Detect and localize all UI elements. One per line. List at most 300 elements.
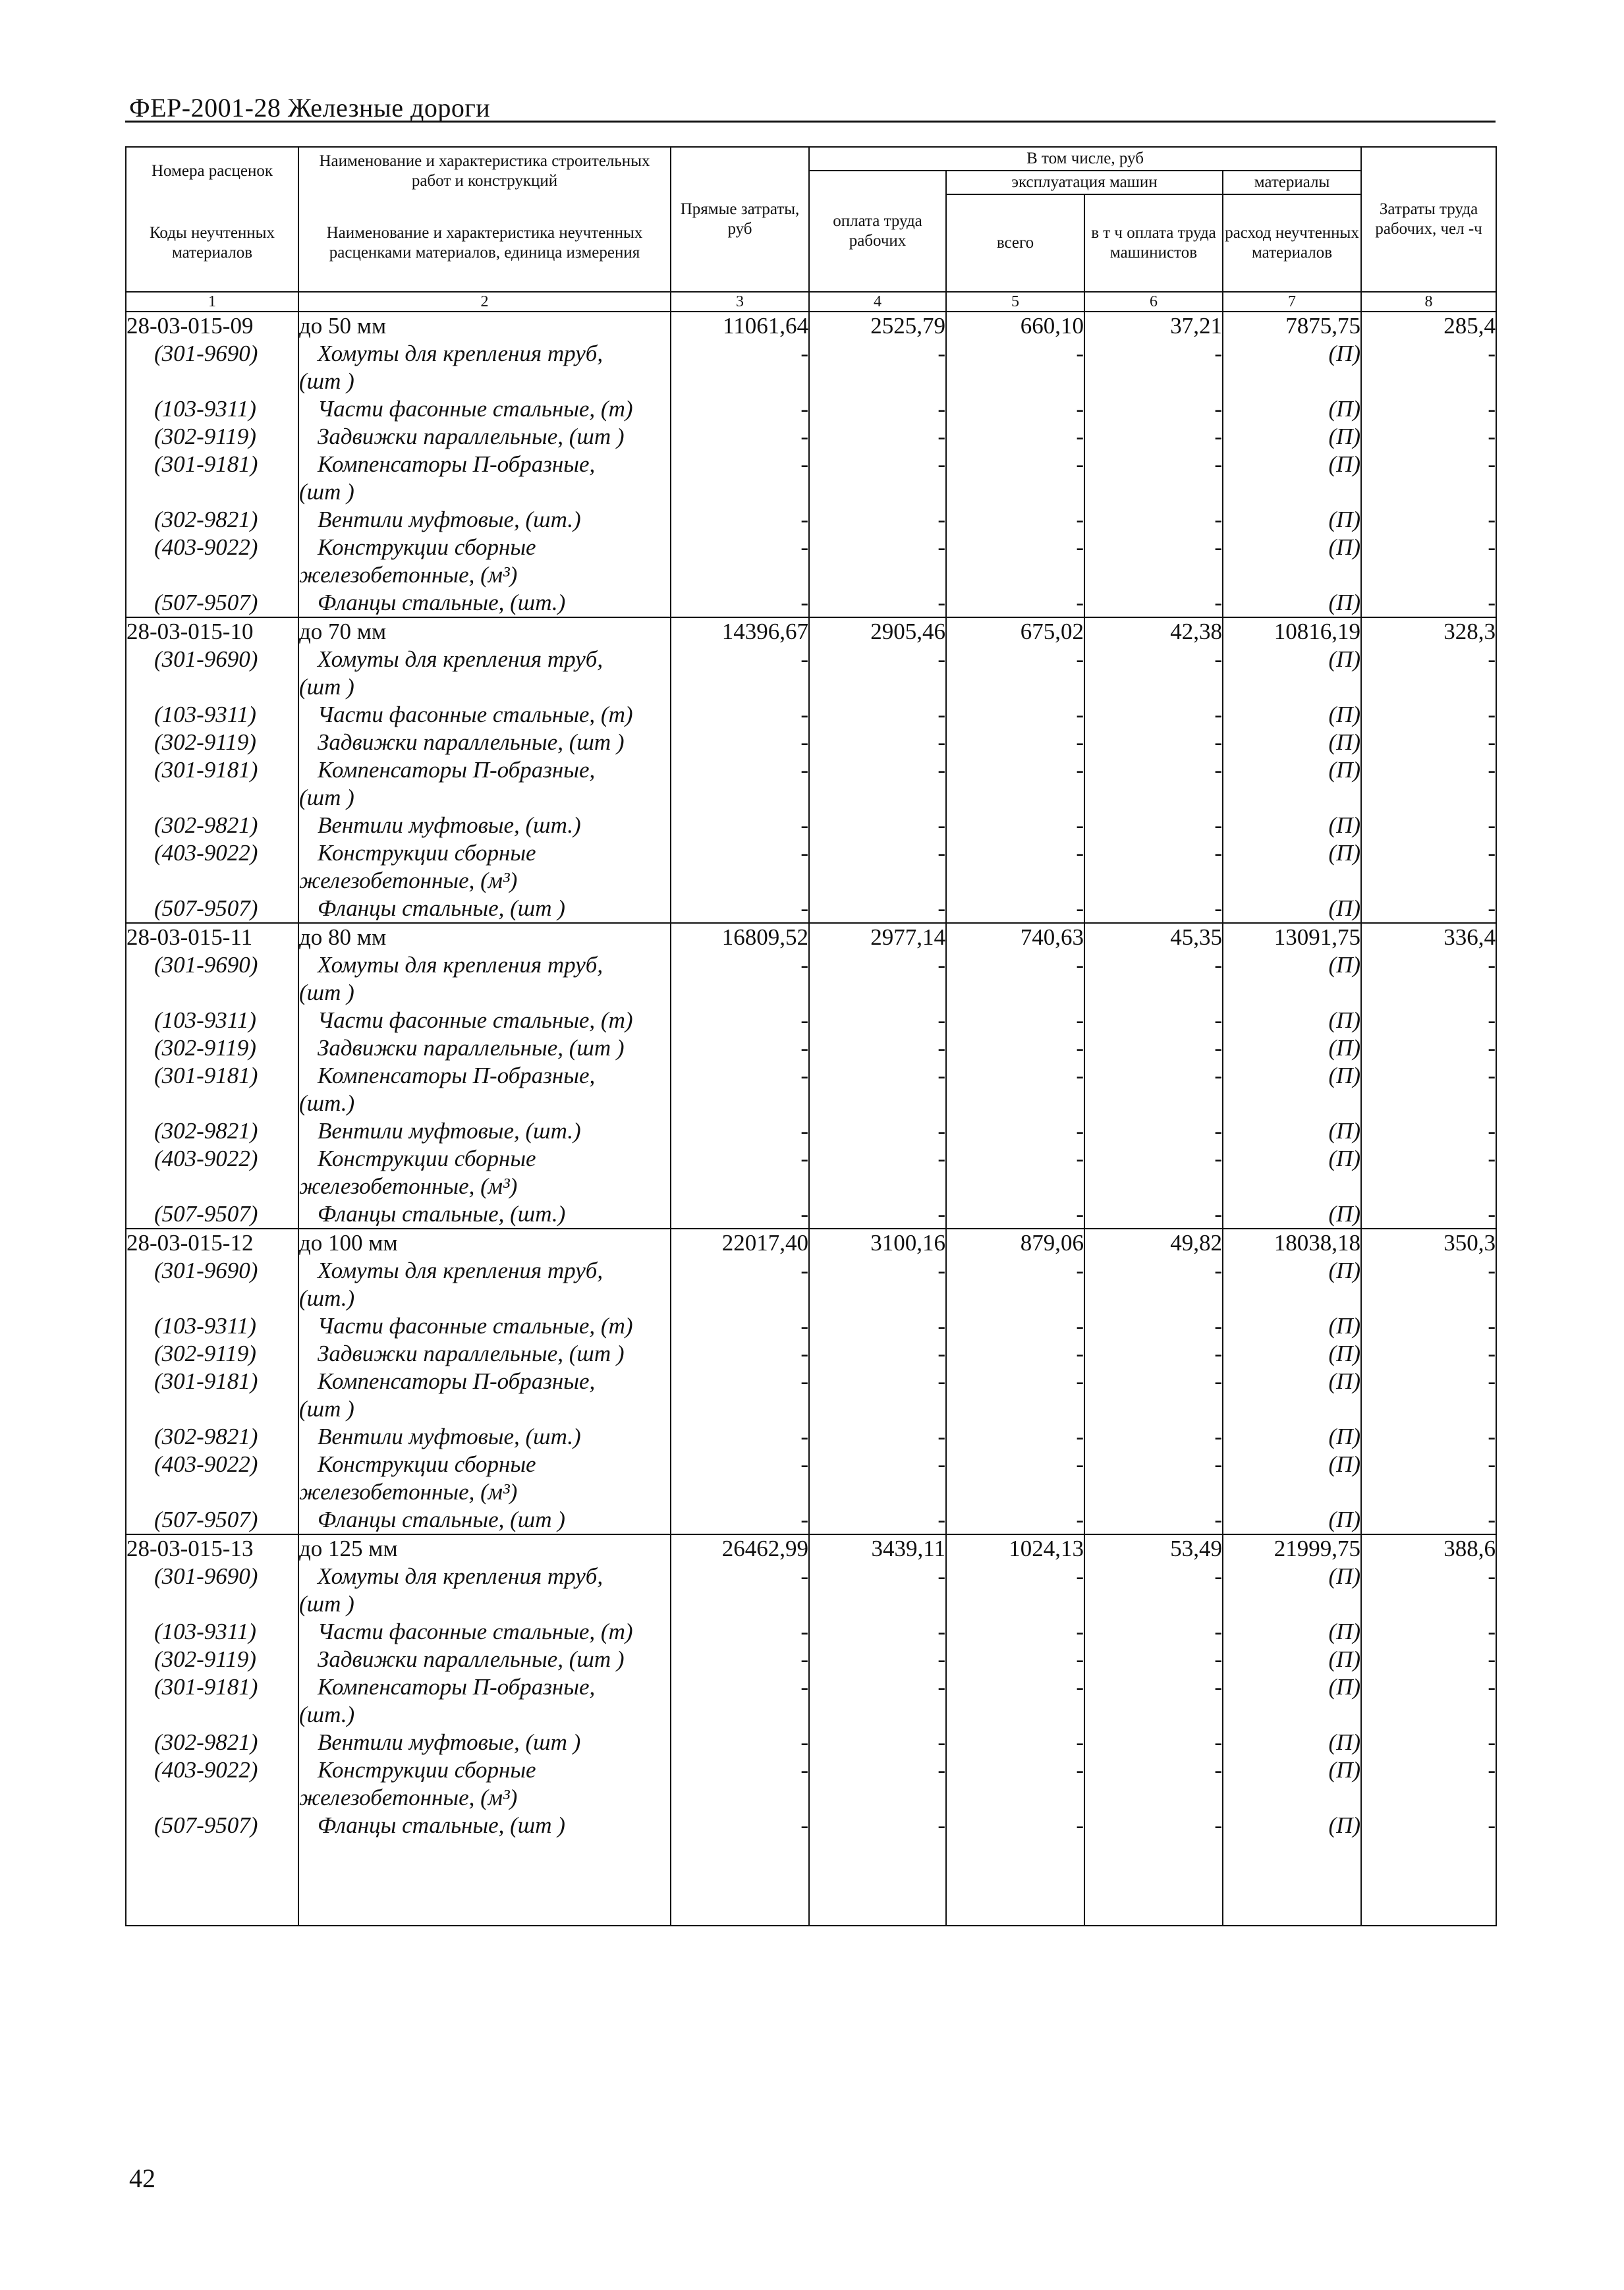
material-name-line: Вентили муфтовые, (шт.) bbox=[318, 1424, 581, 1449]
materials-value: (П) bbox=[1223, 1200, 1361, 1229]
materials-value: (П) bbox=[1223, 1034, 1361, 1062]
direct-costs-value: - bbox=[671, 423, 809, 451]
material-name bbox=[298, 423, 671, 451]
column-number: 4 bbox=[809, 292, 946, 312]
rate-name: до 70 мм bbox=[298, 617, 671, 646]
operators-pay-value: - bbox=[1084, 1812, 1223, 1839]
operators-pay-value: - bbox=[1084, 451, 1223, 506]
material-row bbox=[126, 1117, 1496, 1145]
material-code: (403-9022) bbox=[126, 839, 298, 895]
workers-pay-value: - bbox=[809, 1563, 946, 1618]
material-code: (103-9311) bbox=[126, 1007, 298, 1034]
labor-hours-value: - bbox=[1361, 1423, 1496, 1451]
material-code: (301-9690) bbox=[126, 646, 298, 701]
operators-pay-value: - bbox=[1084, 1312, 1223, 1340]
material-name-line: Части фасонные стальные, (т) bbox=[318, 702, 633, 727]
workers-pay-value: - bbox=[809, 1729, 946, 1756]
operators-pay-value: - bbox=[1084, 1368, 1223, 1423]
rate-row bbox=[126, 617, 1496, 646]
materials-value: 7875,75 bbox=[1223, 312, 1361, 340]
workers-pay-value: 2977,14 bbox=[809, 923, 946, 951]
material-name-line: Вентили муфтовые, (шт.) bbox=[318, 507, 581, 532]
materials-value: (П) bbox=[1223, 589, 1361, 617]
header-material-codes: Коды неучтенных материалов bbox=[126, 194, 298, 292]
machines-total-value: - bbox=[946, 1618, 1084, 1646]
machines-total-value: - bbox=[946, 1145, 1084, 1200]
material-row bbox=[126, 451, 1496, 506]
header-materials: материалы bbox=[1223, 171, 1361, 194]
material-name-line: Хомуты для крепления труб, bbox=[318, 1258, 603, 1283]
materials-value: (П) bbox=[1223, 1368, 1361, 1423]
machines-total-value: - bbox=[946, 1506, 1084, 1534]
material-row bbox=[126, 646, 1496, 701]
labor-hours-value: - bbox=[1361, 1200, 1496, 1229]
material-name bbox=[298, 451, 671, 506]
labor-hours-value: - bbox=[1361, 395, 1496, 423]
material-code: (302-9119) bbox=[126, 1646, 298, 1673]
material-unit-line: железобетонные, (м³) bbox=[299, 1479, 518, 1505]
direct-costs-value: - bbox=[671, 729, 809, 756]
labor-hours-value: 350,3 bbox=[1361, 1229, 1496, 1257]
operators-pay-value: - bbox=[1084, 812, 1223, 839]
header-workers-pay: оплата труда рабочих bbox=[809, 171, 946, 292]
empty-cell bbox=[298, 1839, 671, 1926]
material-code: (103-9311) bbox=[126, 395, 298, 423]
operators-pay-value: - bbox=[1084, 1673, 1223, 1729]
direct-costs-value: - bbox=[671, 701, 809, 729]
material-name-line: Задвижки параллельные, (шт ) bbox=[318, 424, 625, 449]
materials-value: (П) bbox=[1223, 1673, 1361, 1729]
column-numbers-row bbox=[126, 292, 1496, 312]
workers-pay-value: - bbox=[809, 340, 946, 395]
material-row bbox=[126, 589, 1496, 617]
material-name bbox=[298, 1563, 671, 1618]
materials-value: 21999,75 bbox=[1223, 1534, 1361, 1563]
material-name-line: Фланцы стальные, (шт.) bbox=[318, 590, 566, 615]
table-filler-row bbox=[126, 1839, 1496, 1926]
material-name-line: Части фасонные стальные, (т) bbox=[318, 396, 633, 422]
machines-total-value: - bbox=[946, 895, 1084, 923]
material-code: (403-9022) bbox=[126, 1145, 298, 1200]
machines-total-value: - bbox=[946, 395, 1084, 423]
material-name bbox=[298, 1729, 671, 1756]
material-name bbox=[298, 1618, 671, 1646]
material-row bbox=[126, 756, 1496, 812]
machines-total-value: - bbox=[946, 534, 1084, 589]
material-row bbox=[126, 1062, 1496, 1117]
direct-costs-value: 16809,52 bbox=[671, 923, 809, 951]
estimate-table bbox=[125, 146, 1497, 1926]
direct-costs-value: - bbox=[671, 1117, 809, 1145]
material-unit-line: (шт.) bbox=[299, 1285, 355, 1311]
workers-pay-value: - bbox=[809, 1257, 946, 1312]
column-number: 8 bbox=[1361, 292, 1496, 312]
header-unaccounted-materials: расход неучтенных материалов bbox=[1223, 194, 1361, 292]
empty-cell bbox=[1084, 1839, 1223, 1926]
labor-hours-value: - bbox=[1361, 1145, 1496, 1200]
direct-costs-value: - bbox=[671, 1007, 809, 1034]
rate-name: до 80 мм bbox=[298, 923, 671, 951]
labor-hours-value: - bbox=[1361, 895, 1496, 923]
material-unit-line: (шт ) bbox=[299, 1591, 354, 1617]
labor-hours-value: - bbox=[1361, 1506, 1496, 1534]
materials-value: (П) bbox=[1223, 812, 1361, 839]
materials-value: (П) bbox=[1223, 729, 1361, 756]
workers-pay-value: - bbox=[809, 1646, 946, 1673]
materials-value: (П) bbox=[1223, 1340, 1361, 1368]
material-code: (301-9690) bbox=[126, 1257, 298, 1312]
table-body bbox=[126, 312, 1496, 1926]
material-code: (302-9119) bbox=[126, 423, 298, 451]
direct-costs-value: - bbox=[671, 451, 809, 506]
material-name-line: Хомуты для крепления труб, bbox=[318, 1563, 603, 1589]
direct-costs-value: - bbox=[671, 589, 809, 617]
material-code: (103-9311) bbox=[126, 701, 298, 729]
material-code: (302-9119) bbox=[126, 1034, 298, 1062]
direct-costs-value: - bbox=[671, 1034, 809, 1062]
direct-costs-value: - bbox=[671, 1618, 809, 1646]
machines-total-value: - bbox=[946, 839, 1084, 895]
material-code: (302-9119) bbox=[126, 729, 298, 756]
material-name bbox=[298, 1812, 671, 1839]
workers-pay-value: - bbox=[809, 756, 946, 812]
operators-pay-value: - bbox=[1084, 839, 1223, 895]
workers-pay-value: - bbox=[809, 1618, 946, 1646]
materials-value: 13091,75 bbox=[1223, 923, 1361, 951]
direct-costs-value: - bbox=[671, 812, 809, 839]
workers-pay-value: - bbox=[809, 534, 946, 589]
material-unit-line: (шт ) bbox=[299, 479, 354, 505]
material-row bbox=[126, 1340, 1496, 1368]
direct-costs-value: - bbox=[671, 1145, 809, 1200]
direct-costs-value: - bbox=[671, 646, 809, 701]
rate-row bbox=[126, 923, 1496, 951]
direct-costs-value: - bbox=[671, 756, 809, 812]
material-row bbox=[126, 1451, 1496, 1506]
materials-value: (П) bbox=[1223, 756, 1361, 812]
header-machine-operation: эксплуатация машин bbox=[946, 171, 1223, 194]
direct-costs-value: - bbox=[671, 895, 809, 923]
machines-total-value: - bbox=[946, 1563, 1084, 1618]
title-underline bbox=[125, 121, 1496, 123]
empty-cell bbox=[1361, 1839, 1496, 1926]
rate-name: до 50 мм bbox=[298, 312, 671, 340]
material-name-line: Конструкции сборные bbox=[318, 1451, 536, 1477]
material-code: (507-9507) bbox=[126, 589, 298, 617]
material-name bbox=[298, 1312, 671, 1340]
header-operators-pay: в т ч оплата труда машинистов bbox=[1084, 194, 1223, 292]
material-row bbox=[126, 1646, 1496, 1673]
labor-hours-value: - bbox=[1361, 812, 1496, 839]
material-code: (507-9507) bbox=[126, 895, 298, 923]
labor-hours-value: - bbox=[1361, 1756, 1496, 1812]
operators-pay-value: - bbox=[1084, 589, 1223, 617]
material-row bbox=[126, 340, 1496, 395]
labor-hours-value: 328,3 bbox=[1361, 617, 1496, 646]
workers-pay-value: 2525,79 bbox=[809, 312, 946, 340]
labor-hours-value: - bbox=[1361, 729, 1496, 756]
labor-hours-value: - bbox=[1361, 1729, 1496, 1756]
material-name bbox=[298, 506, 671, 534]
material-unit-line: (шт ) bbox=[299, 980, 354, 1005]
operators-pay-value: - bbox=[1084, 1007, 1223, 1034]
operators-pay-value: - bbox=[1084, 1506, 1223, 1534]
machines-total-value: - bbox=[946, 1007, 1084, 1034]
workers-pay-value: - bbox=[809, 395, 946, 423]
empty-cell bbox=[1223, 1839, 1361, 1926]
rate-row bbox=[126, 1229, 1496, 1257]
header-material-description: Наименование и характеристика неучтенных расценками материалов, единица измерения bbox=[298, 194, 671, 292]
labor-hours-value: - bbox=[1361, 1257, 1496, 1312]
material-name-line: Фланцы стальные, (шт ) bbox=[318, 1812, 565, 1838]
machines-total-value: - bbox=[946, 1451, 1084, 1506]
machines-total-value: - bbox=[946, 951, 1084, 1007]
material-name bbox=[298, 1007, 671, 1034]
material-code: (301-9690) bbox=[126, 1563, 298, 1618]
material-name bbox=[298, 1451, 671, 1506]
material-name-line: Фланцы стальные, (шт.) bbox=[318, 1201, 566, 1227]
operators-pay-value: - bbox=[1084, 1756, 1223, 1812]
materials-value: (П) bbox=[1223, 506, 1361, 534]
material-code: (507-9507) bbox=[126, 1812, 298, 1839]
workers-pay-value: - bbox=[809, 1368, 946, 1423]
material-unit-line: (шт ) bbox=[299, 785, 354, 810]
material-unit-line: железобетонные, (м³) bbox=[299, 1173, 518, 1199]
machines-total-value: - bbox=[946, 1117, 1084, 1145]
material-name-line: Вентили муфтовые, (шт.) bbox=[318, 1118, 581, 1144]
material-row bbox=[126, 951, 1496, 1007]
material-name bbox=[298, 395, 671, 423]
material-name bbox=[298, 1646, 671, 1673]
direct-costs-value: - bbox=[671, 1563, 809, 1618]
material-unit-line: (шт ) bbox=[299, 1396, 354, 1422]
workers-pay-value: - bbox=[809, 1756, 946, 1812]
operators-pay-value: - bbox=[1084, 1423, 1223, 1451]
material-unit-line: (шт ) bbox=[299, 674, 354, 700]
direct-costs-value: - bbox=[671, 951, 809, 1007]
machines-total-value: - bbox=[946, 729, 1084, 756]
operators-pay-value: - bbox=[1084, 1618, 1223, 1646]
operators-pay-value: - bbox=[1084, 701, 1223, 729]
machines-total-value: - bbox=[946, 1673, 1084, 1729]
direct-costs-value: 11061,64 bbox=[671, 312, 809, 340]
machines-total-value: 740,63 bbox=[946, 923, 1084, 951]
material-row bbox=[126, 534, 1496, 589]
material-row bbox=[126, 1812, 1496, 1839]
material-row bbox=[126, 395, 1496, 423]
workers-pay-value: - bbox=[809, 1145, 946, 1200]
material-name-line: Задвижки параллельные, (шт ) bbox=[318, 1035, 625, 1061]
rate-code: 28-03-015-09 bbox=[126, 312, 298, 340]
machines-total-value: - bbox=[946, 1646, 1084, 1673]
direct-costs-value: - bbox=[671, 1646, 809, 1673]
workers-pay-value: - bbox=[809, 1506, 946, 1534]
header-including-rub: В том числе, руб bbox=[809, 147, 1361, 171]
operators-pay-value: 45,35 bbox=[1084, 923, 1223, 951]
material-name-line: Фланцы стальные, (шт ) bbox=[318, 895, 565, 921]
material-row bbox=[126, 1729, 1496, 1756]
workers-pay-value: - bbox=[809, 951, 946, 1007]
material-name-line: Компенсаторы П-образные, bbox=[318, 1368, 596, 1394]
material-name bbox=[298, 1145, 671, 1200]
direct-costs-value: - bbox=[671, 1506, 809, 1534]
direct-costs-value: - bbox=[671, 839, 809, 895]
header-machines-total: всего bbox=[946, 194, 1084, 292]
direct-costs-value: - bbox=[671, 1062, 809, 1117]
materials-value: 18038,18 bbox=[1223, 1229, 1361, 1257]
empty-cell bbox=[809, 1839, 946, 1926]
labor-hours-value: - bbox=[1361, 1563, 1496, 1618]
materials-value: (П) bbox=[1223, 701, 1361, 729]
workers-pay-value: 2905,46 bbox=[809, 617, 946, 646]
direct-costs-value: - bbox=[671, 395, 809, 423]
material-name bbox=[298, 729, 671, 756]
machines-total-value: - bbox=[946, 1062, 1084, 1117]
materials-value: (П) bbox=[1223, 1312, 1361, 1340]
material-name bbox=[298, 1423, 671, 1451]
workers-pay-value: - bbox=[809, 1451, 946, 1506]
direct-costs-value: - bbox=[671, 506, 809, 534]
materials-value: (П) bbox=[1223, 1117, 1361, 1145]
direct-costs-value: - bbox=[671, 534, 809, 589]
labor-hours-value: - bbox=[1361, 1673, 1496, 1729]
material-row bbox=[126, 839, 1496, 895]
workers-pay-value: - bbox=[809, 895, 946, 923]
labor-hours-value: - bbox=[1361, 756, 1496, 812]
material-row bbox=[126, 1145, 1496, 1200]
material-code: (301-9690) bbox=[126, 340, 298, 395]
rate-row bbox=[126, 1534, 1496, 1563]
workers-pay-value: - bbox=[809, 1034, 946, 1062]
materials-value: (П) bbox=[1223, 839, 1361, 895]
operators-pay-value: - bbox=[1084, 1257, 1223, 1312]
materials-value: 10816,19 bbox=[1223, 617, 1361, 646]
material-row bbox=[126, 1257, 1496, 1312]
workers-pay-value: - bbox=[809, 1423, 946, 1451]
header-rate-numbers: Номера расценок bbox=[126, 147, 298, 194]
column-number: 1 bbox=[126, 292, 298, 312]
empty-cell bbox=[671, 1839, 809, 1926]
material-code: (507-9507) bbox=[126, 1200, 298, 1229]
machines-total-value: 675,02 bbox=[946, 617, 1084, 646]
material-row bbox=[126, 729, 1496, 756]
material-row bbox=[126, 1563, 1496, 1618]
materials-value: (П) bbox=[1223, 340, 1361, 395]
material-name bbox=[298, 1368, 671, 1423]
labor-hours-value: - bbox=[1361, 1618, 1496, 1646]
labor-hours-value: - bbox=[1361, 506, 1496, 534]
machines-total-value: - bbox=[946, 1257, 1084, 1312]
workers-pay-value: - bbox=[809, 506, 946, 534]
empty-cell bbox=[946, 1839, 1084, 1926]
material-name bbox=[298, 589, 671, 617]
materials-value: (П) bbox=[1223, 1506, 1361, 1534]
material-name-line: Конструкции сборные bbox=[318, 840, 536, 866]
operators-pay-value: - bbox=[1084, 423, 1223, 451]
material-unit-line: железобетонные, (м³) bbox=[299, 562, 518, 588]
material-name-line: Конструкции сборные bbox=[318, 534, 536, 560]
machines-total-value: - bbox=[946, 340, 1084, 395]
operators-pay-value: - bbox=[1084, 1340, 1223, 1368]
materials-value: (П) bbox=[1223, 1729, 1361, 1756]
operators-pay-value: - bbox=[1084, 951, 1223, 1007]
material-name bbox=[298, 1673, 671, 1729]
labor-hours-value: - bbox=[1361, 1646, 1496, 1673]
direct-costs-value: 14396,67 bbox=[671, 617, 809, 646]
material-code: (301-9690) bbox=[126, 951, 298, 1007]
material-name bbox=[298, 1506, 671, 1534]
direct-costs-value: - bbox=[671, 1312, 809, 1340]
labor-hours-value: - bbox=[1361, 589, 1496, 617]
labor-hours-value: 336,4 bbox=[1361, 923, 1496, 951]
column-number: 3 bbox=[671, 292, 809, 312]
materials-value: (П) bbox=[1223, 951, 1361, 1007]
material-name-line: Вентили муфтовые, (шт.) bbox=[318, 812, 581, 838]
material-name-line: Конструкции сборные bbox=[318, 1146, 536, 1171]
direct-costs-value: - bbox=[671, 1200, 809, 1229]
material-name-line: Части фасонные стальные, (т) bbox=[318, 1313, 633, 1339]
machines-total-value: - bbox=[946, 701, 1084, 729]
material-name-line: Задвижки параллельные, (шт ) bbox=[318, 729, 625, 755]
material-name bbox=[298, 839, 671, 895]
workers-pay-value: - bbox=[809, 701, 946, 729]
direct-costs-value: - bbox=[671, 1340, 809, 1368]
materials-value: (П) bbox=[1223, 895, 1361, 923]
labor-hours-value: - bbox=[1361, 340, 1496, 395]
workers-pay-value: - bbox=[809, 1340, 946, 1368]
material-row bbox=[126, 1423, 1496, 1451]
table-header bbox=[126, 147, 1496, 312]
operators-pay-value: - bbox=[1084, 1729, 1223, 1756]
material-unit-line: железобетонные, (м³) bbox=[299, 868, 518, 893]
machines-total-value: 879,06 bbox=[946, 1229, 1084, 1257]
workers-pay-value: - bbox=[809, 812, 946, 839]
material-name-line: Вентили муфтовые, (шт ) bbox=[318, 1729, 581, 1755]
material-row bbox=[126, 895, 1496, 923]
material-name bbox=[298, 812, 671, 839]
material-name-line: Компенсаторы П-образные, bbox=[318, 1674, 596, 1700]
workers-pay-value: - bbox=[809, 646, 946, 701]
material-unit-line: (шт ) bbox=[299, 368, 354, 394]
document-title: ФЕР-2001-28 Железные дороги bbox=[129, 93, 491, 123]
machines-total-value: - bbox=[946, 1812, 1084, 1839]
material-row bbox=[126, 1200, 1496, 1229]
direct-costs-value: - bbox=[671, 1756, 809, 1812]
machines-total-value: - bbox=[946, 1312, 1084, 1340]
operators-pay-value: - bbox=[1084, 1117, 1223, 1145]
rate-code: 28-03-015-11 bbox=[126, 923, 298, 951]
material-code: (302-9821) bbox=[126, 1423, 298, 1451]
materials-value: (П) bbox=[1223, 423, 1361, 451]
materials-value: (П) bbox=[1223, 646, 1361, 701]
material-unit-line: железобетонные, (м³) bbox=[299, 1785, 518, 1810]
machines-total-value: - bbox=[946, 589, 1084, 617]
machines-total-value: - bbox=[946, 1423, 1084, 1451]
operators-pay-value: - bbox=[1084, 1646, 1223, 1673]
material-name bbox=[298, 1200, 671, 1229]
operators-pay-value: - bbox=[1084, 729, 1223, 756]
materials-value: (П) bbox=[1223, 1756, 1361, 1812]
labor-hours-value: - bbox=[1361, 1034, 1496, 1062]
direct-costs-value: - bbox=[671, 1368, 809, 1423]
material-code: (403-9022) bbox=[126, 1756, 298, 1812]
column-number: 6 bbox=[1084, 292, 1223, 312]
material-code: (301-9181) bbox=[126, 756, 298, 812]
workers-pay-value: - bbox=[809, 1117, 946, 1145]
material-name-line: Компенсаторы П-образные, bbox=[318, 757, 596, 783]
labor-hours-value: - bbox=[1361, 1451, 1496, 1506]
labor-hours-value: - bbox=[1361, 839, 1496, 895]
